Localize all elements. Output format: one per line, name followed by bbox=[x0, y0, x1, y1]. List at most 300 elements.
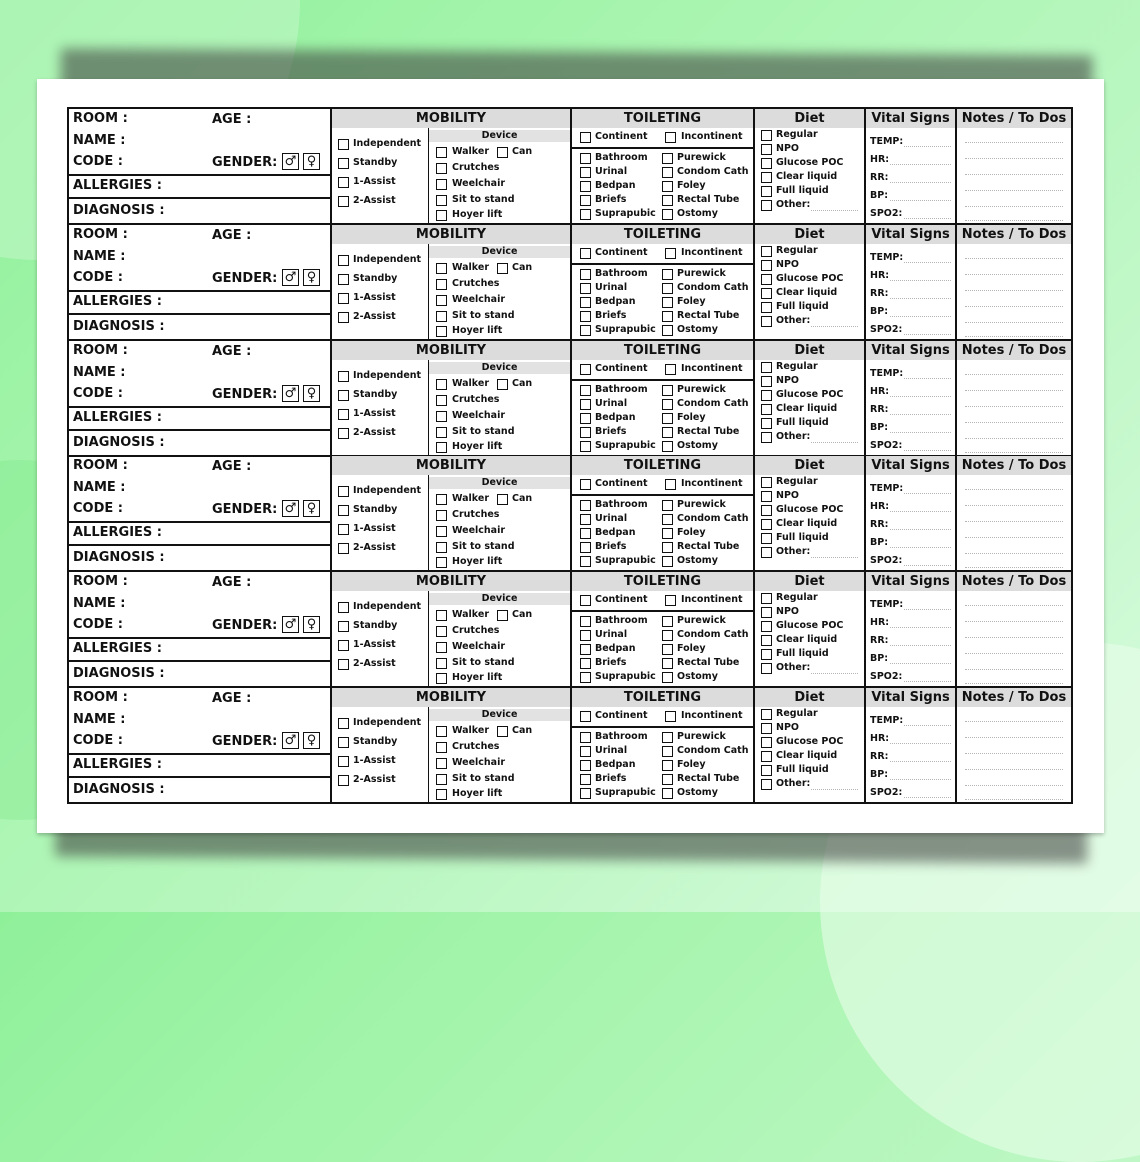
rr-line[interactable] bbox=[890, 298, 951, 299]
crutches-label: Crutches bbox=[452, 625, 500, 636]
can-checkbox[interactable] bbox=[497, 263, 508, 274]
condom-cath-checkbox[interactable] bbox=[662, 283, 673, 294]
vital-signs-cell bbox=[866, 225, 957, 339]
hr-line[interactable] bbox=[890, 164, 951, 165]
notes-line[interactable] bbox=[965, 489, 1063, 490]
bp-line[interactable] bbox=[890, 779, 951, 780]
notes-line[interactable] bbox=[965, 374, 1063, 375]
temp-line[interactable] bbox=[904, 262, 951, 263]
walker-checkbox[interactable] bbox=[436, 147, 447, 158]
rectal-tube-checkbox[interactable] bbox=[662, 774, 673, 785]
independent-checkbox[interactable] bbox=[338, 718, 349, 729]
mobility-divider bbox=[428, 707, 429, 802]
wheelchair-checkbox[interactable] bbox=[436, 411, 447, 422]
briefs-checkbox[interactable] bbox=[580, 542, 591, 553]
code-label: CODE : bbox=[73, 154, 123, 169]
other-diet-checkbox[interactable] bbox=[761, 663, 772, 674]
foley-checkbox[interactable] bbox=[662, 644, 673, 655]
diagnosis-label: DIAGNOSIS : bbox=[73, 319, 165, 334]
one-assist-checkbox[interactable] bbox=[338, 756, 349, 767]
rr-line[interactable] bbox=[890, 761, 951, 762]
other-diet-line[interactable] bbox=[811, 210, 858, 211]
bedpan-label: Bedpan bbox=[595, 296, 636, 307]
crutches-checkbox[interactable] bbox=[436, 163, 447, 174]
urinal-checkbox[interactable] bbox=[580, 514, 591, 525]
standby-checkbox[interactable] bbox=[338, 505, 349, 516]
independent-checkbox[interactable] bbox=[338, 371, 349, 382]
bedpan-checkbox[interactable] bbox=[580, 181, 591, 192]
female-icon[interactable]: ♀ bbox=[303, 269, 320, 286]
code-label: CODE : bbox=[73, 617, 123, 632]
continent-checkbox[interactable] bbox=[580, 132, 591, 143]
clear-liquid-checkbox[interactable] bbox=[761, 404, 772, 415]
can-checkbox[interactable] bbox=[497, 726, 508, 737]
regular-checkbox[interactable] bbox=[761, 362, 772, 373]
walker-checkbox[interactable] bbox=[436, 263, 447, 274]
bp-line[interactable] bbox=[890, 663, 951, 664]
purewick-checkbox[interactable] bbox=[662, 269, 673, 280]
notes-line[interactable] bbox=[965, 737, 1063, 738]
rectal-tube-checkbox[interactable] bbox=[662, 427, 673, 438]
rectal-tube-checkbox[interactable] bbox=[662, 542, 673, 553]
npo-checkbox[interactable] bbox=[761, 376, 772, 387]
notes-line[interactable] bbox=[965, 336, 1063, 337]
purewick-checkbox[interactable] bbox=[662, 732, 673, 743]
purewick-checkbox[interactable] bbox=[662, 616, 673, 627]
purewick-checkbox[interactable] bbox=[662, 153, 673, 164]
notes-line[interactable] bbox=[965, 605, 1063, 606]
male-icon[interactable]: ♂ bbox=[282, 269, 299, 286]
suprapubic-checkbox[interactable] bbox=[580, 441, 591, 452]
continent-checkbox[interactable] bbox=[580, 479, 591, 490]
independent-checkbox[interactable] bbox=[338, 602, 349, 613]
code-label: CODE : bbox=[73, 270, 123, 285]
npo-checkbox[interactable] bbox=[761, 607, 772, 618]
notes-line[interactable] bbox=[965, 537, 1063, 538]
divider-line bbox=[572, 610, 753, 612]
clear-liquid-checkbox[interactable] bbox=[761, 172, 772, 183]
incontinent-checkbox[interactable] bbox=[665, 711, 676, 722]
suprapubic-checkbox[interactable] bbox=[580, 788, 591, 799]
other-diet-checkbox[interactable] bbox=[761, 316, 772, 327]
npo-label: NPO bbox=[776, 259, 799, 270]
incontinent-checkbox[interactable] bbox=[665, 364, 676, 375]
vital-signs-cell bbox=[866, 341, 957, 455]
sit-to-stand-checkbox[interactable] bbox=[436, 774, 447, 785]
temp-line[interactable] bbox=[904, 378, 951, 379]
rectal-tube-checkbox[interactable] bbox=[662, 658, 673, 669]
bp-line[interactable] bbox=[890, 432, 951, 433]
spo2-line[interactable] bbox=[904, 334, 951, 335]
briefs-checkbox[interactable] bbox=[580, 774, 591, 785]
bedpan-checkbox[interactable] bbox=[580, 760, 591, 771]
notes-line[interactable] bbox=[965, 206, 1063, 207]
spo2-line[interactable] bbox=[904, 797, 951, 798]
wheelchair-checkbox[interactable] bbox=[436, 758, 447, 769]
toileting-header: TOILETING bbox=[572, 109, 753, 128]
hr-label: HR: bbox=[870, 270, 890, 281]
independent-label: Independent bbox=[353, 138, 422, 149]
other-diet-line[interactable] bbox=[811, 326, 858, 327]
sit-to-stand-checkbox[interactable] bbox=[436, 658, 447, 669]
urinal-label: Urinal bbox=[595, 282, 628, 293]
hr-line[interactable] bbox=[890, 280, 951, 281]
vital-signs-header: Vital Signs bbox=[866, 225, 955, 244]
glucose-poc-checkbox[interactable] bbox=[761, 274, 772, 285]
other-diet-checkbox[interactable] bbox=[761, 779, 772, 790]
gender-label: GENDER: bbox=[212, 387, 278, 402]
npo-checkbox[interactable] bbox=[761, 491, 772, 502]
notes-line[interactable] bbox=[965, 174, 1063, 175]
rectal-tube-checkbox[interactable] bbox=[662, 195, 673, 206]
ostomy-checkbox[interactable] bbox=[662, 556, 673, 567]
purewick-checkbox[interactable] bbox=[662, 385, 673, 396]
clear-liquid-checkbox[interactable] bbox=[761, 519, 772, 530]
urinal-checkbox[interactable] bbox=[580, 746, 591, 757]
notes-line[interactable] bbox=[965, 290, 1063, 291]
one-assist-checkbox[interactable] bbox=[338, 293, 349, 304]
bathroom-checkbox[interactable] bbox=[580, 269, 591, 280]
two-assist-checkbox[interactable] bbox=[338, 312, 349, 323]
continent-checkbox[interactable] bbox=[580, 711, 591, 722]
briefs-checkbox[interactable] bbox=[580, 195, 591, 206]
one-assist-checkbox[interactable] bbox=[338, 524, 349, 535]
crutches-label: Crutches bbox=[452, 509, 500, 520]
independent-checkbox[interactable] bbox=[338, 486, 349, 497]
sit-to-stand-checkbox[interactable] bbox=[436, 542, 447, 553]
other-diet-line[interactable] bbox=[811, 673, 858, 674]
rectal-tube-checkbox[interactable] bbox=[662, 311, 673, 322]
full-liquid-checkbox[interactable] bbox=[761, 765, 772, 776]
crutches-checkbox[interactable] bbox=[436, 742, 447, 753]
bedpan-checkbox[interactable] bbox=[580, 644, 591, 655]
female-icon[interactable]: ♀ bbox=[303, 153, 320, 170]
notes-line[interactable] bbox=[965, 390, 1063, 391]
can-checkbox[interactable] bbox=[497, 494, 508, 505]
diet-cell bbox=[755, 109, 866, 223]
hoyer-lift-checkbox[interactable] bbox=[436, 326, 447, 337]
notes-line[interactable] bbox=[965, 621, 1063, 622]
standby-checkbox[interactable] bbox=[338, 621, 349, 632]
wheelchair-checkbox[interactable] bbox=[436, 295, 447, 306]
crutches-checkbox[interactable] bbox=[436, 395, 447, 406]
bathroom-checkbox[interactable] bbox=[580, 385, 591, 396]
notes-line[interactable] bbox=[965, 785, 1063, 786]
glucose-poc-label: Glucose POC bbox=[776, 504, 844, 515]
hr-line[interactable] bbox=[890, 743, 951, 744]
notes-line[interactable] bbox=[965, 721, 1063, 722]
other-diet-line[interactable] bbox=[811, 442, 858, 443]
condom-cath-checkbox[interactable] bbox=[662, 514, 673, 525]
bathroom-checkbox[interactable] bbox=[580, 616, 591, 627]
full-liquid-checkbox[interactable] bbox=[761, 186, 772, 197]
suprapubic-checkbox[interactable] bbox=[580, 672, 591, 683]
rr-line[interactable] bbox=[890, 529, 951, 530]
incontinent-checkbox[interactable] bbox=[665, 132, 676, 143]
clear-liquid-checkbox[interactable] bbox=[761, 288, 772, 299]
briefs-checkbox[interactable] bbox=[580, 658, 591, 669]
spo2-line[interactable] bbox=[904, 681, 951, 682]
regular-checkbox[interactable] bbox=[761, 246, 772, 257]
hoyer-lift-label: Hoyer lift bbox=[452, 672, 503, 683]
standby-checkbox[interactable] bbox=[338, 158, 349, 169]
walker-checkbox[interactable] bbox=[436, 494, 447, 505]
notes-line[interactable] bbox=[965, 505, 1063, 506]
ostomy-checkbox[interactable] bbox=[662, 209, 673, 220]
incontinent-checkbox[interactable] bbox=[665, 479, 676, 490]
notes-line[interactable] bbox=[965, 653, 1063, 654]
independent-checkbox[interactable] bbox=[338, 139, 349, 150]
wheelchair-checkbox[interactable] bbox=[436, 526, 447, 537]
full-liquid-checkbox[interactable] bbox=[761, 302, 772, 313]
patient-row bbox=[69, 688, 1071, 802]
two-assist-label: 2-Assist bbox=[353, 542, 396, 553]
notes-line[interactable] bbox=[965, 521, 1063, 522]
two-assist-checkbox[interactable] bbox=[338, 196, 349, 207]
suprapubic-checkbox[interactable] bbox=[580, 325, 591, 336]
walker-checkbox[interactable] bbox=[436, 610, 447, 621]
rectal-tube-label: Rectal Tube bbox=[677, 426, 740, 437]
notes-line[interactable] bbox=[965, 567, 1063, 568]
one-assist-checkbox[interactable] bbox=[338, 640, 349, 651]
notes-line[interactable] bbox=[965, 142, 1063, 143]
spo2-line[interactable] bbox=[904, 450, 951, 451]
notes-line[interactable] bbox=[965, 799, 1063, 800]
notes-line[interactable] bbox=[965, 422, 1063, 423]
spo2-line[interactable] bbox=[904, 565, 951, 566]
other-diet-checkbox[interactable] bbox=[761, 547, 772, 558]
female-icon[interactable]: ♀ bbox=[303, 385, 320, 402]
bedpan-checkbox[interactable] bbox=[580, 297, 591, 308]
bp-line[interactable] bbox=[890, 200, 951, 201]
regular-checkbox[interactable] bbox=[761, 477, 772, 488]
glucose-poc-checkbox[interactable] bbox=[761, 737, 772, 748]
condom-cath-checkbox[interactable] bbox=[662, 167, 673, 178]
ostomy-checkbox[interactable] bbox=[662, 788, 673, 799]
mobility-divider bbox=[428, 591, 429, 686]
female-icon[interactable]: ♀ bbox=[303, 500, 320, 517]
urinal-checkbox[interactable] bbox=[580, 630, 591, 641]
hoyer-lift-checkbox[interactable] bbox=[436, 557, 447, 568]
foley-checkbox[interactable] bbox=[662, 528, 673, 539]
other-diet-checkbox[interactable] bbox=[761, 200, 772, 211]
rr-line[interactable] bbox=[890, 645, 951, 646]
incontinent-checkbox[interactable] bbox=[665, 595, 676, 606]
sit-to-stand-checkbox[interactable] bbox=[436, 195, 447, 206]
rr-line[interactable] bbox=[890, 414, 951, 415]
one-assist-checkbox[interactable] bbox=[338, 177, 349, 188]
temp-line[interactable] bbox=[904, 725, 951, 726]
standby-checkbox[interactable] bbox=[338, 390, 349, 401]
notes-line[interactable] bbox=[965, 452, 1063, 453]
regular-label: Regular bbox=[776, 245, 818, 256]
two-assist-checkbox[interactable] bbox=[338, 659, 349, 670]
briefs-checkbox[interactable] bbox=[580, 427, 591, 438]
notes-line[interactable] bbox=[965, 220, 1063, 221]
suprapubic-checkbox[interactable] bbox=[580, 556, 591, 567]
condom-cath-checkbox[interactable] bbox=[662, 399, 673, 410]
one-assist-checkbox[interactable] bbox=[338, 409, 349, 420]
standby-checkbox[interactable] bbox=[338, 274, 349, 285]
hoyer-lift-checkbox[interactable] bbox=[436, 442, 447, 453]
clear-liquid-checkbox[interactable] bbox=[761, 635, 772, 646]
walker-checkbox[interactable] bbox=[436, 379, 447, 390]
briefs-checkbox[interactable] bbox=[580, 311, 591, 322]
notes-line[interactable] bbox=[965, 769, 1063, 770]
notes-line[interactable] bbox=[965, 406, 1063, 407]
npo-checkbox[interactable] bbox=[761, 144, 772, 155]
bedpan-checkbox[interactable] bbox=[580, 528, 591, 539]
bp-line[interactable] bbox=[890, 547, 951, 548]
temp-line[interactable] bbox=[904, 493, 951, 494]
continent-label: Continent bbox=[595, 247, 648, 258]
full-liquid-checkbox[interactable] bbox=[761, 533, 772, 544]
sit-to-stand-label: Sit to stand bbox=[452, 773, 515, 784]
notes-line[interactable] bbox=[965, 158, 1063, 159]
independent-checkbox[interactable] bbox=[338, 255, 349, 266]
sit-to-stand-checkbox[interactable] bbox=[436, 311, 447, 322]
notes-line[interactable] bbox=[965, 322, 1063, 323]
other-diet-checkbox[interactable] bbox=[761, 432, 772, 443]
hoyer-lift-checkbox[interactable] bbox=[436, 210, 447, 221]
regular-checkbox[interactable] bbox=[761, 593, 772, 604]
glucose-poc-checkbox[interactable] bbox=[761, 158, 772, 169]
continent-checkbox[interactable] bbox=[580, 364, 591, 375]
two-assist-checkbox[interactable] bbox=[338, 428, 349, 439]
two-assist-checkbox[interactable] bbox=[338, 775, 349, 786]
patient-info-cell bbox=[69, 109, 332, 223]
vital-signs-cell bbox=[866, 109, 957, 223]
regular-checkbox[interactable] bbox=[761, 130, 772, 141]
walker-label: Walker bbox=[452, 493, 489, 504]
notes-line[interactable] bbox=[965, 669, 1063, 670]
notes-line[interactable] bbox=[965, 258, 1063, 259]
notes-cell bbox=[957, 225, 1071, 339]
briefs-label: Briefs bbox=[595, 657, 627, 668]
crutches-checkbox[interactable] bbox=[436, 626, 447, 637]
purewick-label: Purewick bbox=[677, 384, 726, 395]
notes-line[interactable] bbox=[965, 274, 1063, 275]
notes-header: Notes / To Dos bbox=[957, 109, 1071, 128]
temp-line[interactable] bbox=[904, 146, 951, 147]
crutches-checkbox[interactable] bbox=[436, 279, 447, 290]
condom-cath-checkbox[interactable] bbox=[662, 746, 673, 757]
can-checkbox[interactable] bbox=[497, 147, 508, 158]
full-liquid-checkbox[interactable] bbox=[761, 418, 772, 429]
male-icon[interactable]: ♂ bbox=[282, 500, 299, 517]
notes-line[interactable] bbox=[965, 190, 1063, 191]
spo2-line[interactable] bbox=[904, 218, 951, 219]
bathroom-checkbox[interactable] bbox=[580, 732, 591, 743]
continent-checkbox[interactable] bbox=[580, 248, 591, 259]
wheelchair-label: Weelchair bbox=[452, 757, 506, 768]
notes-line[interactable] bbox=[965, 683, 1063, 684]
can-checkbox[interactable] bbox=[497, 610, 508, 621]
wheelchair-checkbox[interactable] bbox=[436, 642, 447, 653]
hoyer-lift-checkbox[interactable] bbox=[436, 789, 447, 800]
purewick-checkbox[interactable] bbox=[662, 500, 673, 511]
two-assist-checkbox[interactable] bbox=[338, 543, 349, 554]
continent-checkbox[interactable] bbox=[580, 595, 591, 606]
purewick-label: Purewick bbox=[677, 268, 726, 279]
male-icon[interactable]: ♂ bbox=[282, 616, 299, 633]
other-diet-line[interactable] bbox=[811, 557, 858, 558]
ostomy-checkbox[interactable] bbox=[662, 672, 673, 683]
spo2-label: SPO2: bbox=[870, 787, 903, 798]
glucose-poc-checkbox[interactable] bbox=[761, 621, 772, 632]
suprapubic-checkbox[interactable] bbox=[580, 209, 591, 220]
condom-cath-label: Condom Cath bbox=[677, 513, 749, 524]
notes-line[interactable] bbox=[965, 306, 1063, 307]
notes-line[interactable] bbox=[965, 438, 1063, 439]
wheelchair-checkbox[interactable] bbox=[436, 179, 447, 190]
glucose-poc-checkbox[interactable] bbox=[761, 505, 772, 516]
urinal-checkbox[interactable] bbox=[580, 399, 591, 410]
glucose-poc-checkbox[interactable] bbox=[761, 390, 772, 401]
incontinent-checkbox[interactable] bbox=[665, 248, 676, 259]
can-checkbox[interactable] bbox=[497, 379, 508, 390]
bp-line[interactable] bbox=[890, 316, 951, 317]
foley-checkbox[interactable] bbox=[662, 181, 673, 192]
full-liquid-checkbox[interactable] bbox=[761, 649, 772, 660]
vital-signs-cell bbox=[866, 456, 957, 570]
hoyer-lift-checkbox[interactable] bbox=[436, 673, 447, 684]
ostomy-checkbox[interactable] bbox=[662, 441, 673, 452]
hr-line[interactable] bbox=[890, 511, 951, 512]
diet-cell bbox=[755, 341, 866, 455]
female-icon[interactable]: ♀ bbox=[303, 616, 320, 633]
ostomy-checkbox[interactable] bbox=[662, 325, 673, 336]
rr-label: RR: bbox=[870, 404, 889, 415]
other-diet-line[interactable] bbox=[811, 789, 858, 790]
regular-checkbox[interactable] bbox=[761, 709, 772, 720]
npo-checkbox[interactable] bbox=[761, 723, 772, 734]
notes-line[interactable] bbox=[965, 637, 1063, 638]
standby-checkbox[interactable] bbox=[338, 737, 349, 748]
hr-line[interactable] bbox=[890, 396, 951, 397]
foley-checkbox[interactable] bbox=[662, 760, 673, 771]
female-icon[interactable]: ♀ bbox=[303, 732, 320, 749]
urinal-checkbox[interactable] bbox=[580, 167, 591, 178]
npo-checkbox[interactable] bbox=[761, 260, 772, 271]
notes-line[interactable] bbox=[965, 753, 1063, 754]
mobility-header: MOBILITY bbox=[332, 572, 570, 591]
bathroom-checkbox[interactable] bbox=[580, 500, 591, 511]
foley-checkbox[interactable] bbox=[662, 413, 673, 424]
bedpan-label: Bedpan bbox=[595, 759, 636, 770]
urinal-checkbox[interactable] bbox=[580, 283, 591, 294]
hr-line[interactable] bbox=[890, 627, 951, 628]
condom-cath-checkbox[interactable] bbox=[662, 630, 673, 641]
crutches-checkbox[interactable] bbox=[436, 510, 447, 521]
briefs-label: Briefs bbox=[595, 426, 627, 437]
rr-line[interactable] bbox=[890, 182, 951, 183]
hoyer-lift-label: Hoyer lift bbox=[452, 209, 503, 220]
foley-label: Foley bbox=[677, 759, 706, 770]
male-icon[interactable]: ♂ bbox=[282, 732, 299, 749]
sit-to-stand-checkbox[interactable] bbox=[436, 427, 447, 438]
notes-line[interactable] bbox=[965, 553, 1063, 554]
walker-checkbox[interactable] bbox=[436, 726, 447, 737]
foley-checkbox[interactable] bbox=[662, 297, 673, 308]
male-icon[interactable]: ♂ bbox=[282, 153, 299, 170]
device-subheader: Device bbox=[429, 130, 570, 142]
bedpan-checkbox[interactable] bbox=[580, 413, 591, 424]
bathroom-checkbox[interactable] bbox=[580, 153, 591, 164]
temp-line[interactable] bbox=[904, 609, 951, 610]
clear-liquid-checkbox[interactable] bbox=[761, 751, 772, 762]
male-icon[interactable]: ♂ bbox=[282, 385, 299, 402]
